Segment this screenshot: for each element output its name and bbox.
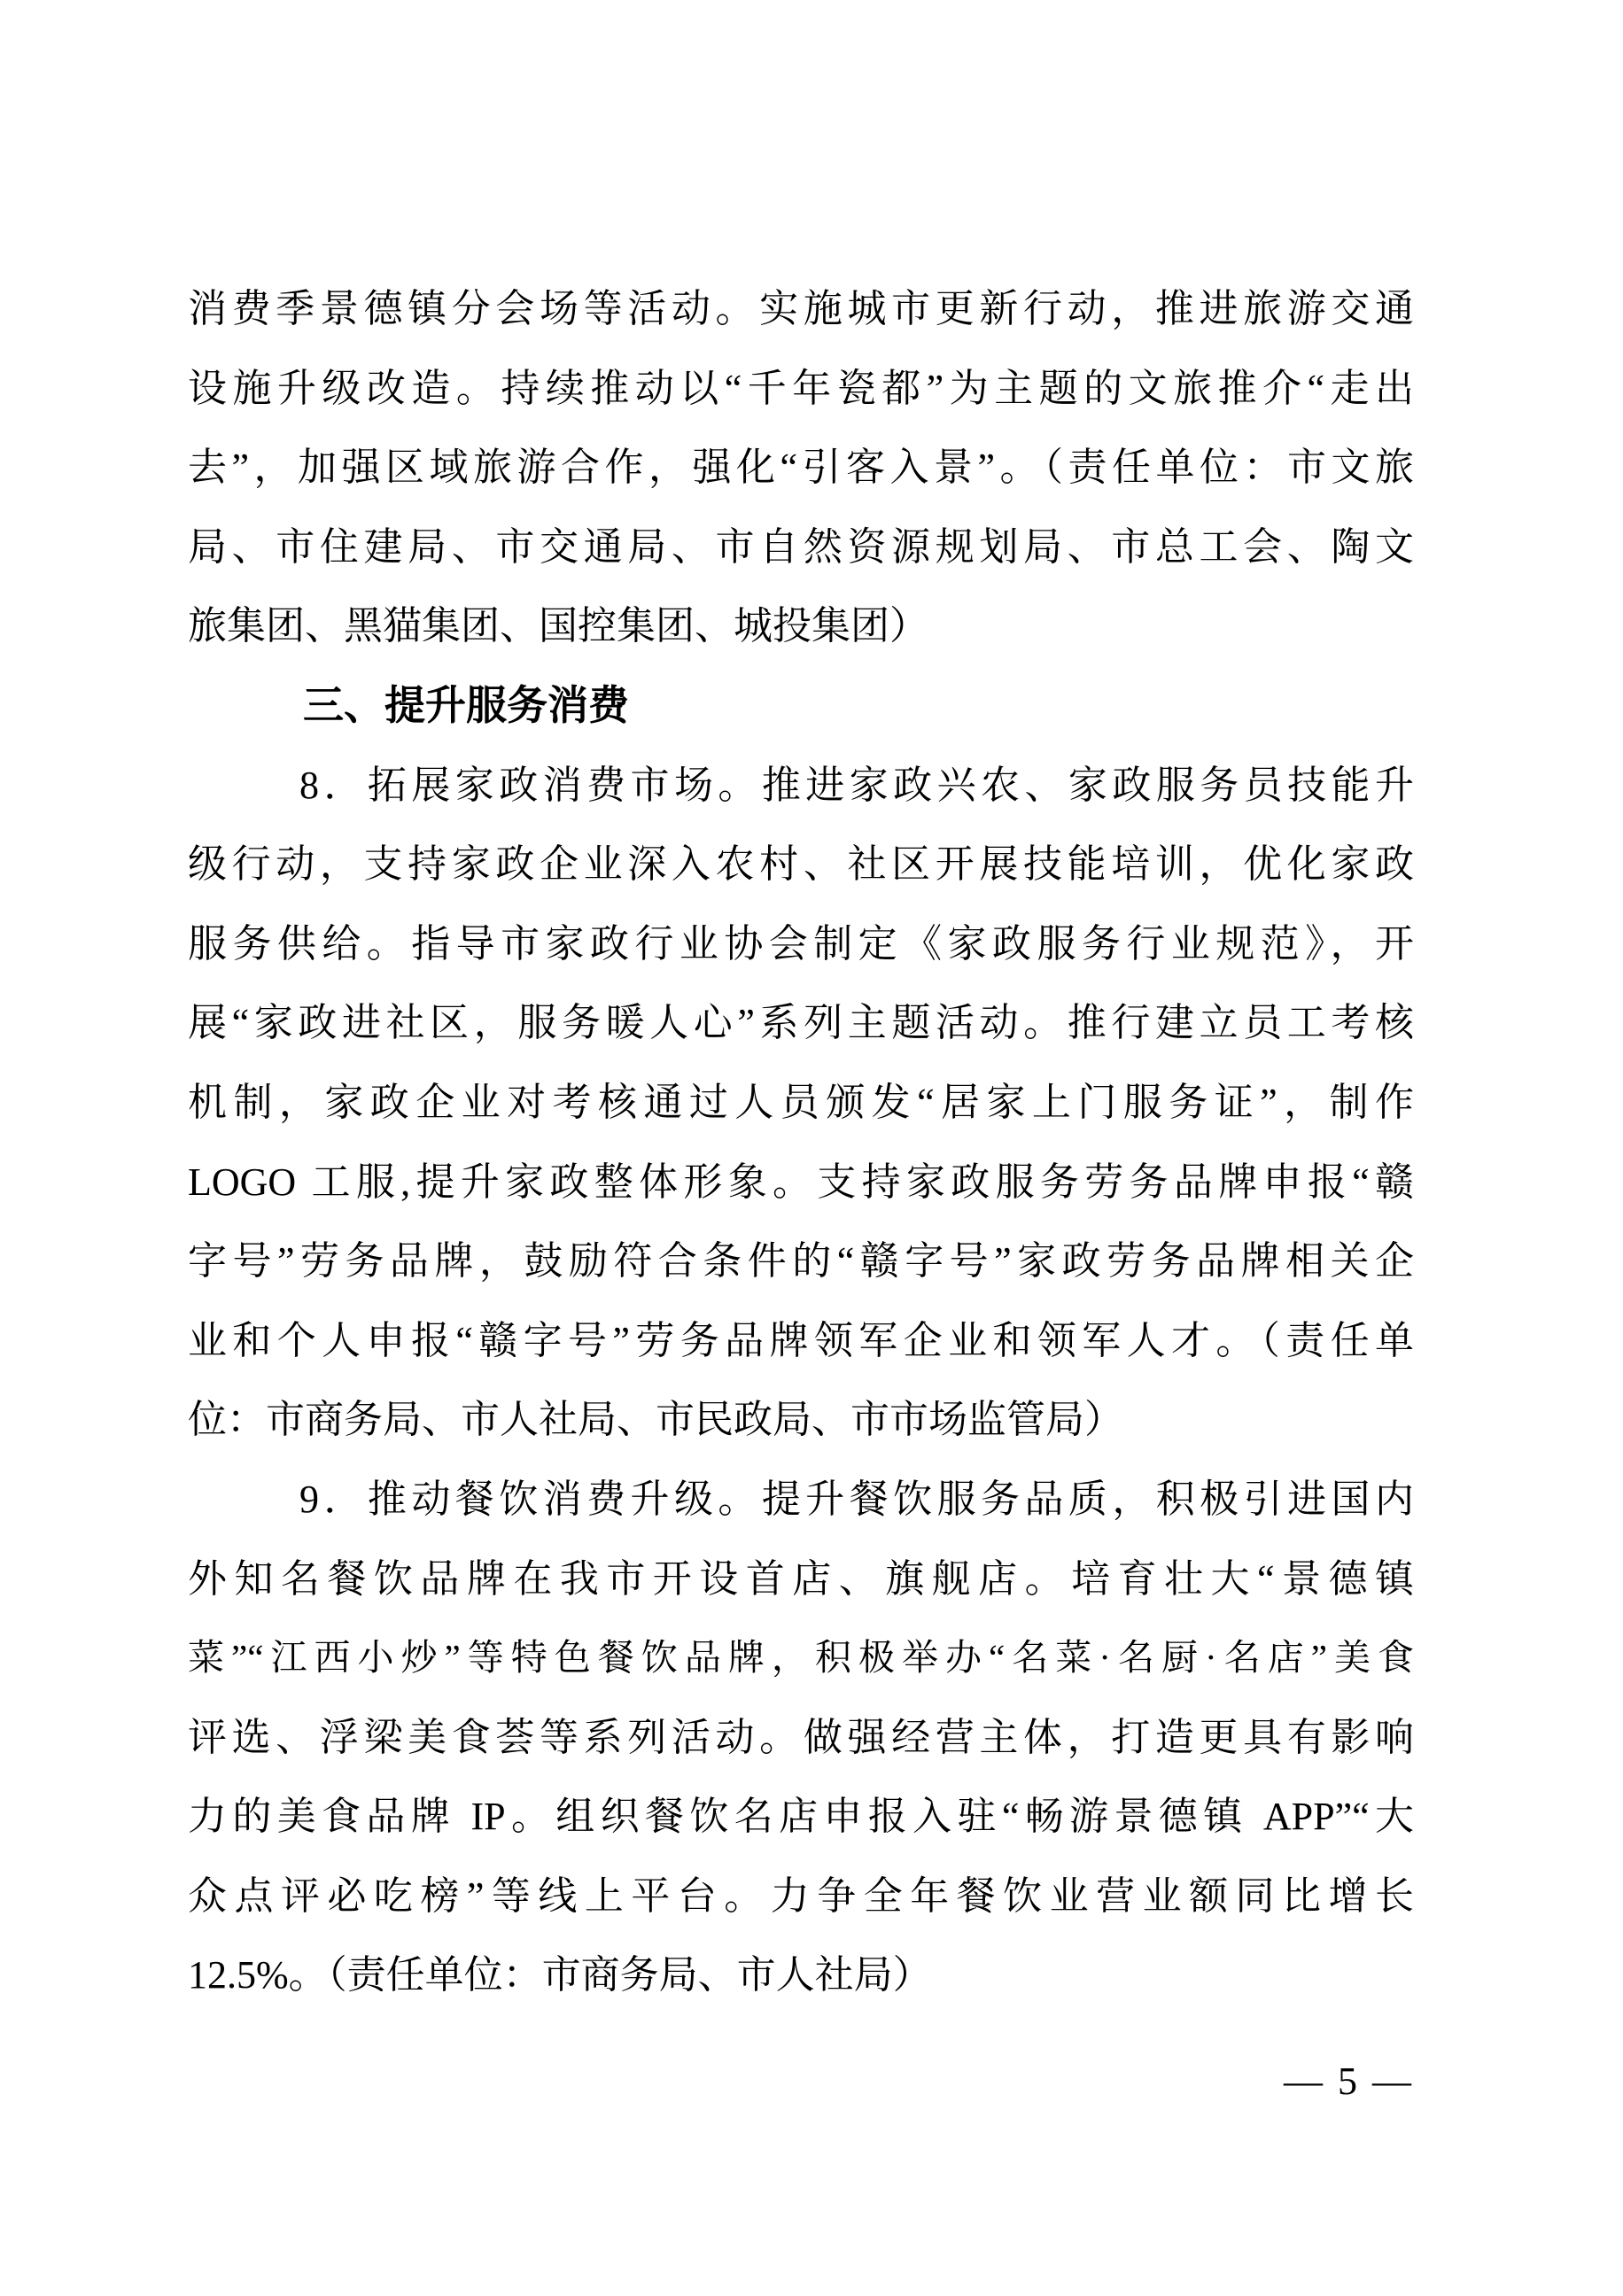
- body-line: 众点评必吃榜”等线上平台。力争全年餐饮业营业额同比增长: [188, 1873, 1414, 1918]
- body-line: 旅集团、黑猫集团、国控集团、城投集团）: [188, 604, 928, 648]
- body-line: 外知名餐饮品牌在我市开设首店、旗舰店。培育壮大“景德镇: [188, 1556, 1414, 1601]
- body-line: 业和个人申报“赣字号”劳务品牌领军企业和领军人才。（责任单: [188, 1318, 1414, 1362]
- body-line: 8．拓展家政消费市场。推进家政兴农、家政服务员技能升: [299, 763, 1414, 807]
- body-line: 字号”劳务品牌，鼓励符合条件的“赣字号”家政劳务品牌相关企: [188, 1239, 1414, 1284]
- body-line: 设施升级改造。持续推动以“千年瓷都”为主题的文旅推介“走出: [188, 366, 1414, 410]
- body-line: 级行动，支持家政企业深入农村、社区开展技能培训，优化家政: [188, 842, 1414, 887]
- document-body: [188, 269, 1414, 2015]
- body-line: 去”，加强区域旅游合作，强化“引客入景”。（责任单位：市文旅: [188, 446, 1414, 490]
- body-line: 位：市商务局、市人社局、市民政局、市市场监管局）: [188, 1398, 1123, 1442]
- body-line: 消费季景德镇分会场等活动。实施城市更新行动，推进旅游交通: [188, 287, 1414, 330]
- body-line: 12.5%。（责任单位：市商务局、市人社局）: [188, 1953, 932, 1997]
- body-line: LOGO 工服,提升家政整体形象。支持家政服务劳务品牌申报“赣: [188, 1160, 1414, 1204]
- body-line: 力的美食品牌 IP。组织餐饮名店申报入驻“畅游景德镇 APP”“大: [188, 1795, 1414, 1839]
- page-number: — 5 —: [1284, 2059, 1414, 2103]
- body-line: 服务供给。指导市家政行业协会制定《家政服务行业规范》，开: [188, 921, 1414, 966]
- body-line: 展“家政进社区，服务暖人心”系列主题活动。推行建立员工考核: [188, 1001, 1414, 1045]
- body-line: 局、市住建局、市交通局、市自然资源规划局、市总工会、陶文: [188, 524, 1414, 569]
- section-heading: 三、提升服务消费: [303, 681, 629, 728]
- body-line: 9．推动餐饮消费升级。提升餐饮服务品质，积极引进国内: [299, 1477, 1414, 1521]
- body-line: 菜”“江西小炒”等特色餐饮品牌，积极举办“名菜·名厨·名店”美食: [188, 1637, 1414, 1679]
- body-line: 评选、浮梁美食荟等系列活动。做强经营主体，打造更具有影响: [188, 1715, 1414, 1759]
- body-line: 机制，家政企业对考核通过人员颁发“居家上门服务证”，制作: [188, 1080, 1414, 1124]
